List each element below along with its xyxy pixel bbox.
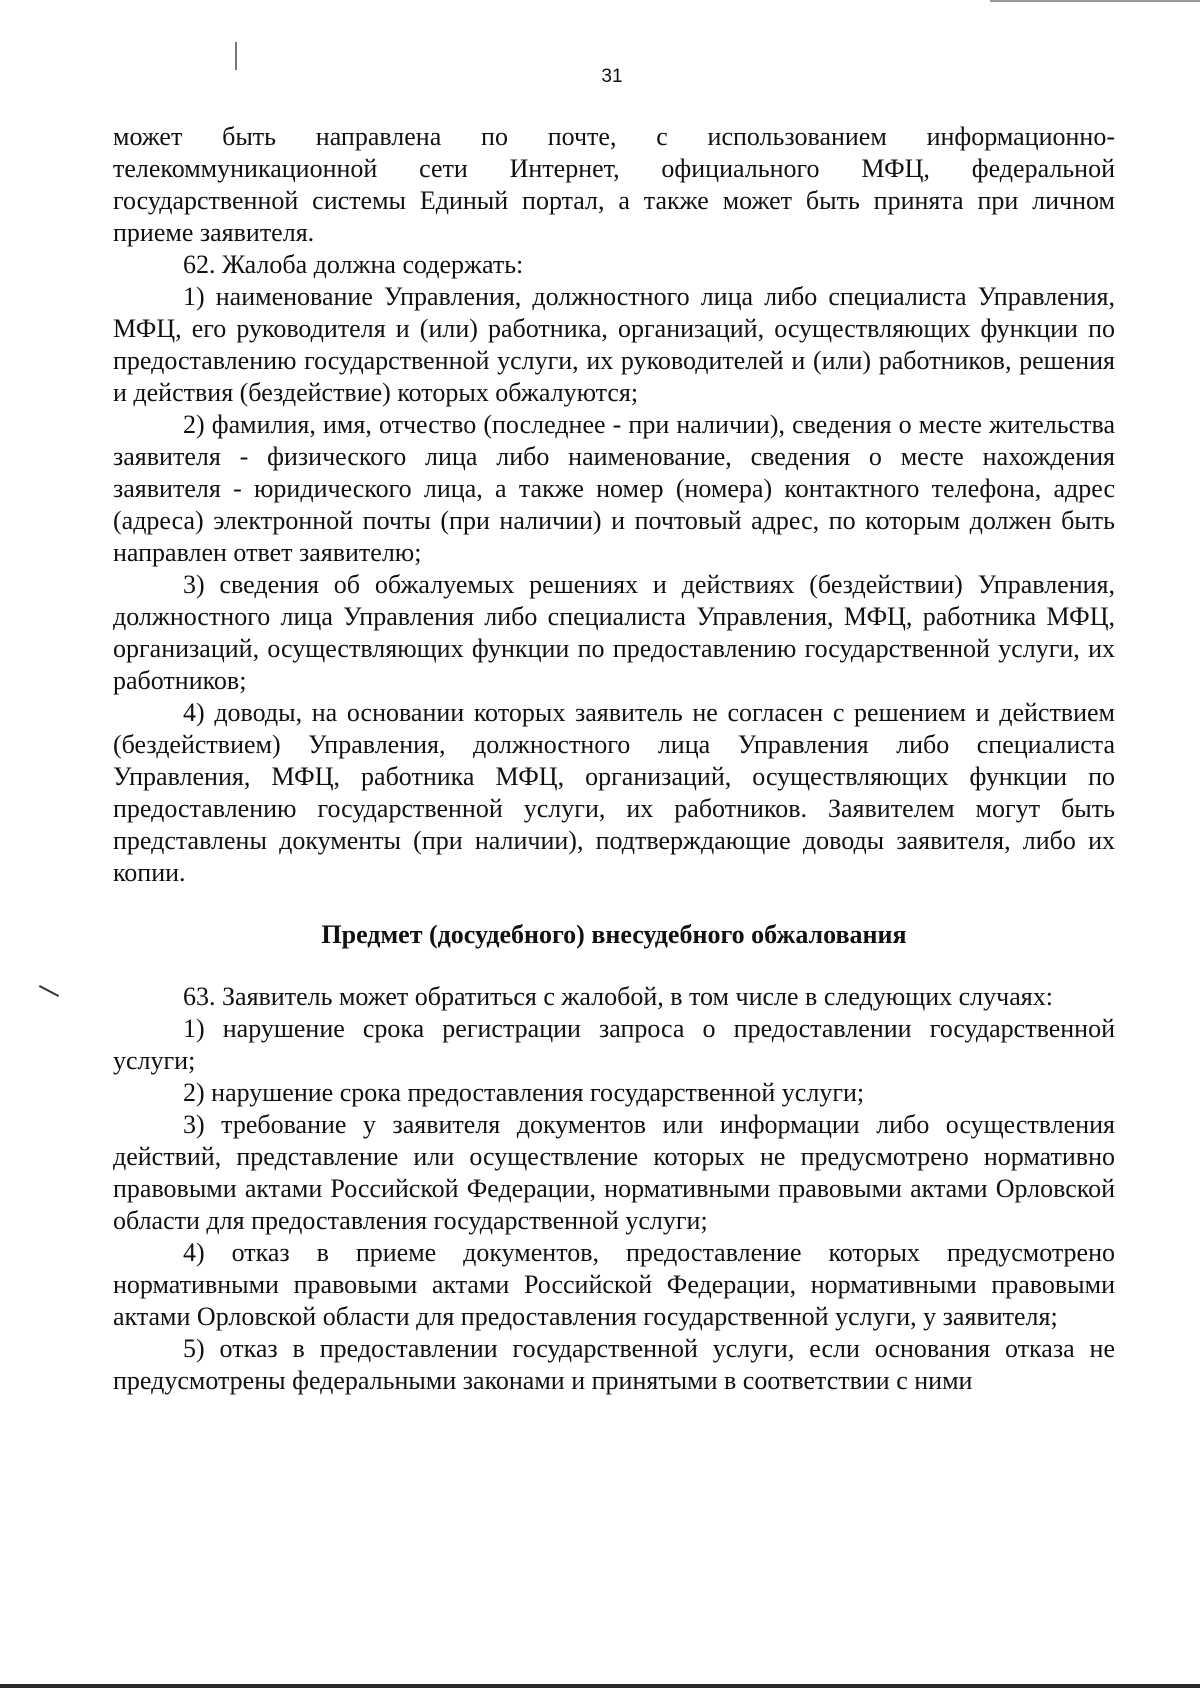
list-item-63-5: 5) отказ в предоставлении государственной услуги, если основания отказа не предусмотрены федеральными законами и принятыми в соответствии с ними <box>113 1334 1115 1395</box>
list-item-62-4: 4) доводы, на основании которых заявитель не согласен с решением и действием (бездействием) Управления, должностного лица Управления либо специалиста Управления, МФЦ, работника МФЦ, организаций, осуществляющих функции по предоставлению государственной услуги, их работников. Заявителем могут быть представлены документы (при наличии), подтверждающие доводы заявителя, либо их копии. <box>113 698 1115 887</box>
list-item-63-4: 4) отказ в приеме документов, предоставление которых предусмотрено нормативными правовыми актами Российской Федерации, нормативными правовыми актами Орловской области для предоставления государственной услуги, у заявителя; <box>113 1238 1115 1331</box>
list-item-62-2: 2) фамилия, имя, отчество (последнее - при наличии), сведения о месте жительства заявителя - физического лица либо наименование, сведения о месте нахождения заявителя - юридического лица, а также номер (номера) контактного телефона, адрес (адреса) электронной почты (при наличии) и почтовый адрес, по которым должен быть направлен ответ заявителю; <box>113 410 1115 567</box>
list-item-63-3: 3) требование у заявителя документов или информации либо осуществления действий, представление или осуществление которых не предусмотрено нормативно правовыми актами Российской Федерации, нормативными правовыми актами Орловской области для предоставления государственной услуги; <box>113 1110 1115 1235</box>
list-item-62-3: 3) сведения об обжалуемых решениях и действиях (бездействии) Управления, должностного лица Управления либо специалиста Управления, МФЦ, работника МФЦ, организаций, осуществляющих функции по предоставлению государственной услуги, их работников; <box>113 570 1115 695</box>
paragraph-63-intro: 63. Заявитель может обратиться с жалобой, в том числе в следующих случаях: <box>183 982 1053 1011</box>
list-item-63-2: 2) нарушение срока предоставления государственной услуги; <box>183 1078 865 1107</box>
scan-edge-top <box>990 0 1200 2</box>
paragraph-62-intro: 62. Жалоба должна содержать: <box>183 250 524 279</box>
document-body <box>113 121 1115 1397</box>
section-heading: Предмет (досудебного) внесудебного обжалования <box>321 920 907 949</box>
list-item-63-1: 1) нарушение срока регистрации запроса о предоставлении государственной услуги; <box>113 1014 1115 1075</box>
list-item-62-1: 1) наименование Управления, должностного лица либо специалиста Управления, МФЦ, его руководителя и (или) работника, организаций, осуществляющих функции по предоставлению государственной услуги, их руководителей и (или) работников, решения и действия (бездействие) которых обжалуются; <box>113 282 1115 407</box>
scan-edge-bottom <box>0 1684 1200 1688</box>
page-number: 31 <box>601 66 623 87</box>
scan-artifact-tick <box>39 985 59 997</box>
paragraph-continuation: может быть направлена по почте, с использованием информационно-телекоммуникационной сети Интернет, официального МФЦ, федеральной государственной системы Единый портал, а также может быть принята при личном приеме заявителя. <box>113 122 1115 247</box>
